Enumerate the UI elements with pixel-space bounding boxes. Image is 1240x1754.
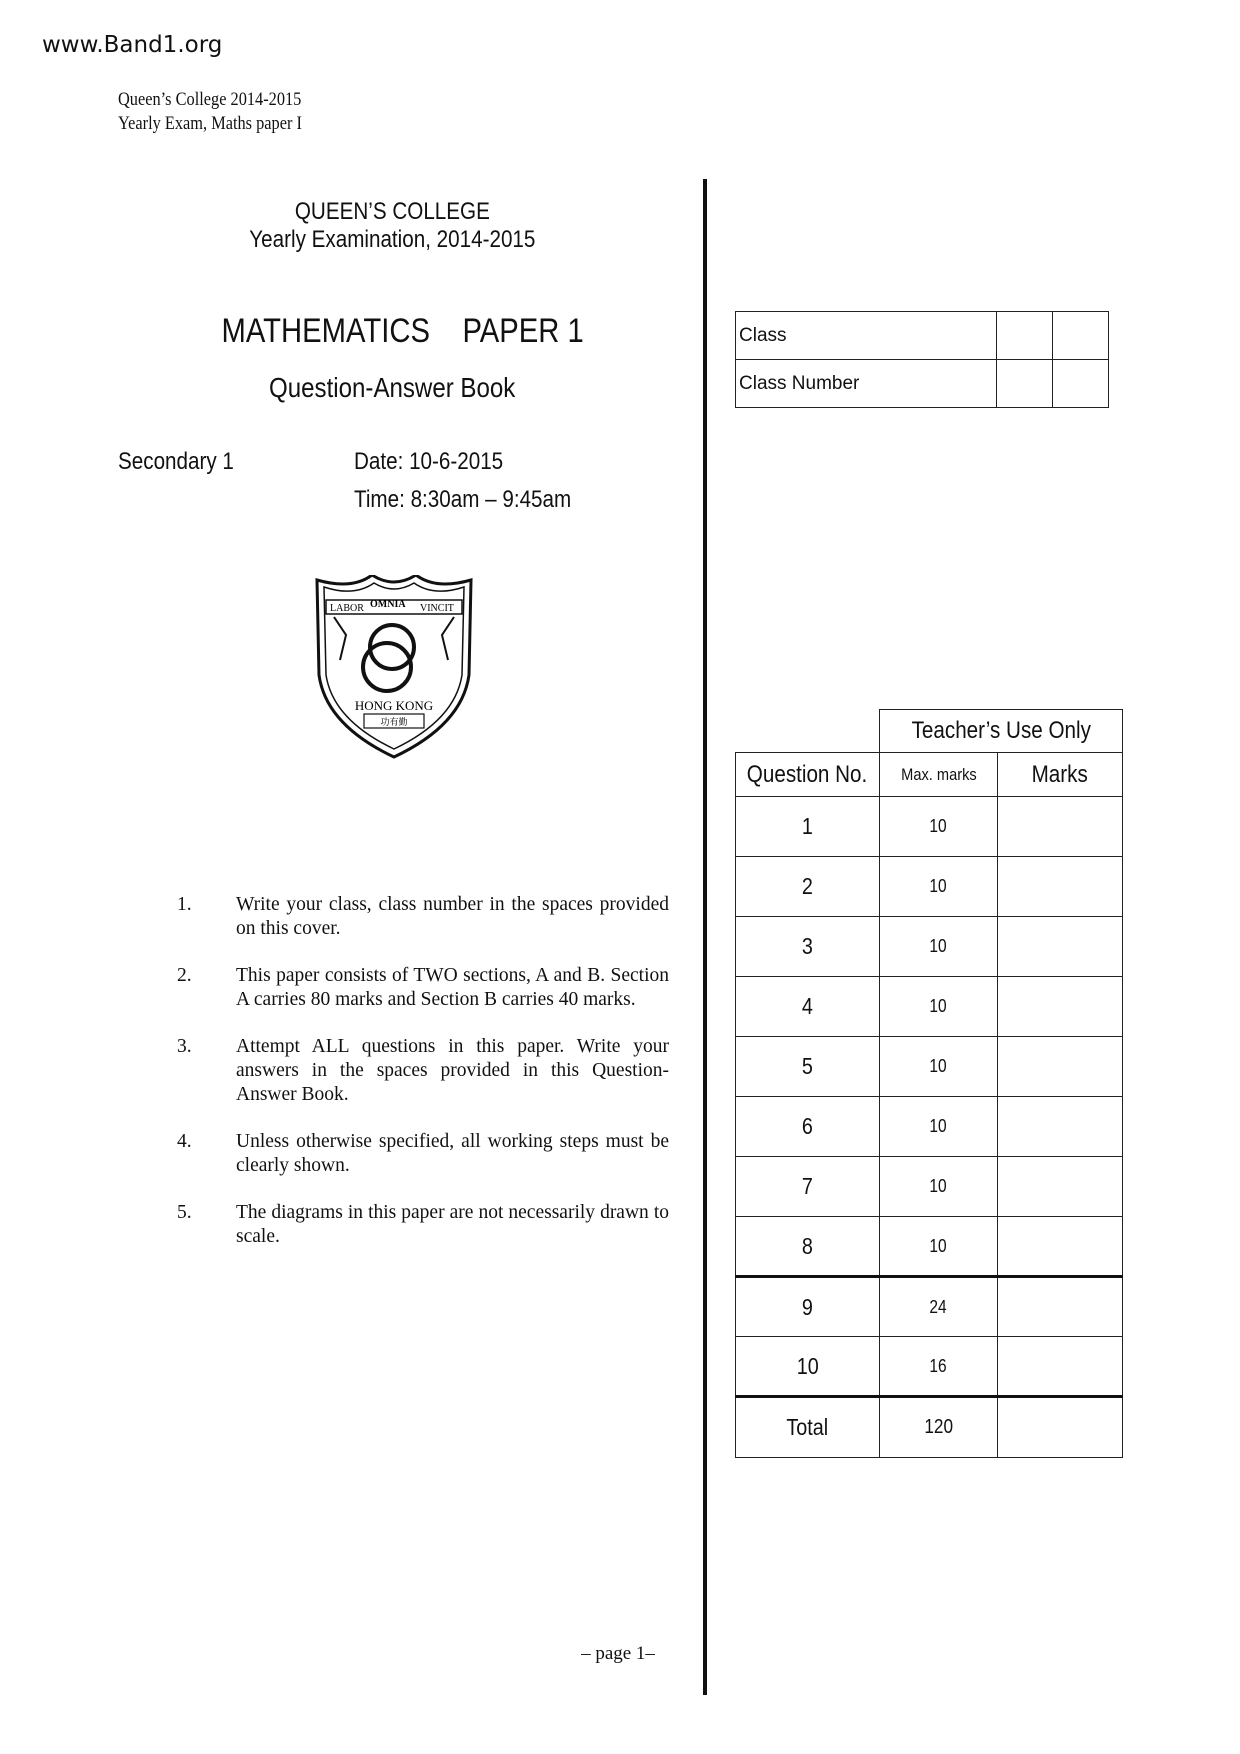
marks-cell[interactable] — [998, 1037, 1123, 1097]
exam-time: Time: 8:30am – 9:45am — [354, 486, 572, 513]
marks-cell[interactable] — [998, 797, 1123, 857]
marks-cell[interactable] — [998, 1097, 1123, 1157]
max-marks: 10 — [880, 1157, 998, 1217]
class-box[interactable] — [997, 312, 1053, 360]
marks-cell[interactable] — [998, 1217, 1123, 1277]
subject-title: MATHEMATICS PAPER 1 — [221, 312, 584, 350]
instruction-item: 4. Unless otherwise specified, all working steps must be clearly shown. — [177, 1131, 669, 1176]
question-number: 10 — [736, 1337, 880, 1397]
instruction-item: 2. This paper consists of TWO sections, A and B. Section A carries 80 marks and Section B carries 40 marks. — [177, 965, 669, 1010]
question-no-header: Question No. — [736, 753, 880, 797]
crest-motto-right: VINCIT — [420, 603, 454, 614]
book-title: Question-Answer Book — [268, 372, 516, 403]
marks-cell[interactable] — [998, 857, 1123, 917]
class-box[interactable] — [1053, 312, 1109, 360]
question-number: 5 — [736, 1037, 880, 1097]
max-marks: 10 — [880, 917, 998, 977]
class-number-box[interactable] — [997, 360, 1053, 408]
instructions — [177, 893, 669, 1272]
question-row — [736, 1097, 1123, 1157]
question-number: 9 — [736, 1277, 880, 1337]
max-marks: 10 — [880, 1097, 998, 1157]
instruction-item: 3. Attempt ALL questions in this paper. Write your answers in the spaces provided in this Question-Answer Book. — [177, 1036, 669, 1105]
question-row — [736, 977, 1123, 1037]
school-crest — [312, 575, 476, 760]
watermark: www.Band1.org — [42, 32, 223, 58]
school-name: QUEEN’S COLLEGE — [294, 198, 490, 225]
level: Secondary 1 — [118, 448, 234, 475]
question-row — [736, 857, 1123, 917]
instruction-item: 1. Write your class, class number in the spaces provided on this cover. — [177, 894, 669, 939]
max-marks: 10 — [880, 977, 998, 1037]
divider-line — [703, 179, 707, 1695]
exam-name: Yearly Examination, 2014-2015 — [248, 226, 536, 253]
marks-cell[interactable] — [998, 917, 1123, 977]
max-marks: 10 — [880, 1037, 998, 1097]
marks-table — [735, 709, 1123, 1458]
question-number: 1 — [736, 797, 880, 857]
question-row — [736, 917, 1123, 977]
question-number: 6 — [736, 1097, 880, 1157]
total-max: 120 — [880, 1397, 998, 1458]
crest-chinese: 功有勤 — [380, 718, 408, 728]
question-number: 4 — [736, 977, 880, 1037]
class-number-box[interactable] — [1053, 360, 1109, 408]
question-row — [736, 797, 1123, 857]
class-label: Class — [736, 312, 997, 360]
question-row — [736, 1277, 1123, 1337]
max-marks: 16 — [880, 1337, 998, 1397]
max-marks: 10 — [880, 857, 998, 917]
question-row — [736, 1337, 1123, 1397]
total-marks-cell[interactable] — [998, 1397, 1123, 1458]
max-marks-header: Max. marks — [880, 753, 998, 797]
exam-date: Date: 10-6-2015 — [354, 448, 504, 475]
total-label: Total — [736, 1397, 880, 1458]
total-row — [736, 1397, 1123, 1458]
marks-header: Marks — [998, 753, 1123, 797]
question-row — [736, 1157, 1123, 1217]
max-marks: 10 — [880, 1217, 998, 1277]
question-number: 2 — [736, 857, 880, 917]
crest-place: HONG KONG — [354, 698, 434, 713]
max-marks: 10 — [880, 797, 998, 857]
question-number: 3 — [736, 917, 880, 977]
instruction-item: 5. The diagrams in this paper are not necessarily drawn to scale. — [177, 1202, 669, 1247]
marks-cell[interactable] — [998, 1337, 1123, 1397]
question-number: 8 — [736, 1217, 880, 1277]
max-marks: 24 — [880, 1277, 998, 1337]
header-line-2: Yearly Exam, Maths paper I — [118, 113, 302, 134]
question-number: 7 — [736, 1157, 880, 1217]
marks-cell[interactable] — [998, 1157, 1123, 1217]
class-number-label: Class Number — [736, 360, 997, 408]
page-number: – page 1– — [581, 1643, 655, 1664]
question-row — [736, 1037, 1123, 1097]
teacher-use-header: Teacher’s Use Only — [880, 710, 1123, 753]
marks-cell[interactable] — [998, 977, 1123, 1037]
crest-motto-mid: OMNIA — [370, 599, 406, 610]
class-table — [735, 311, 1109, 408]
marks-cell[interactable] — [998, 1277, 1123, 1337]
crest-motto-left: LABOR — [330, 603, 364, 614]
header-line-1: Queen’s College 2014-2015 — [118, 89, 302, 110]
question-row — [736, 1217, 1123, 1277]
